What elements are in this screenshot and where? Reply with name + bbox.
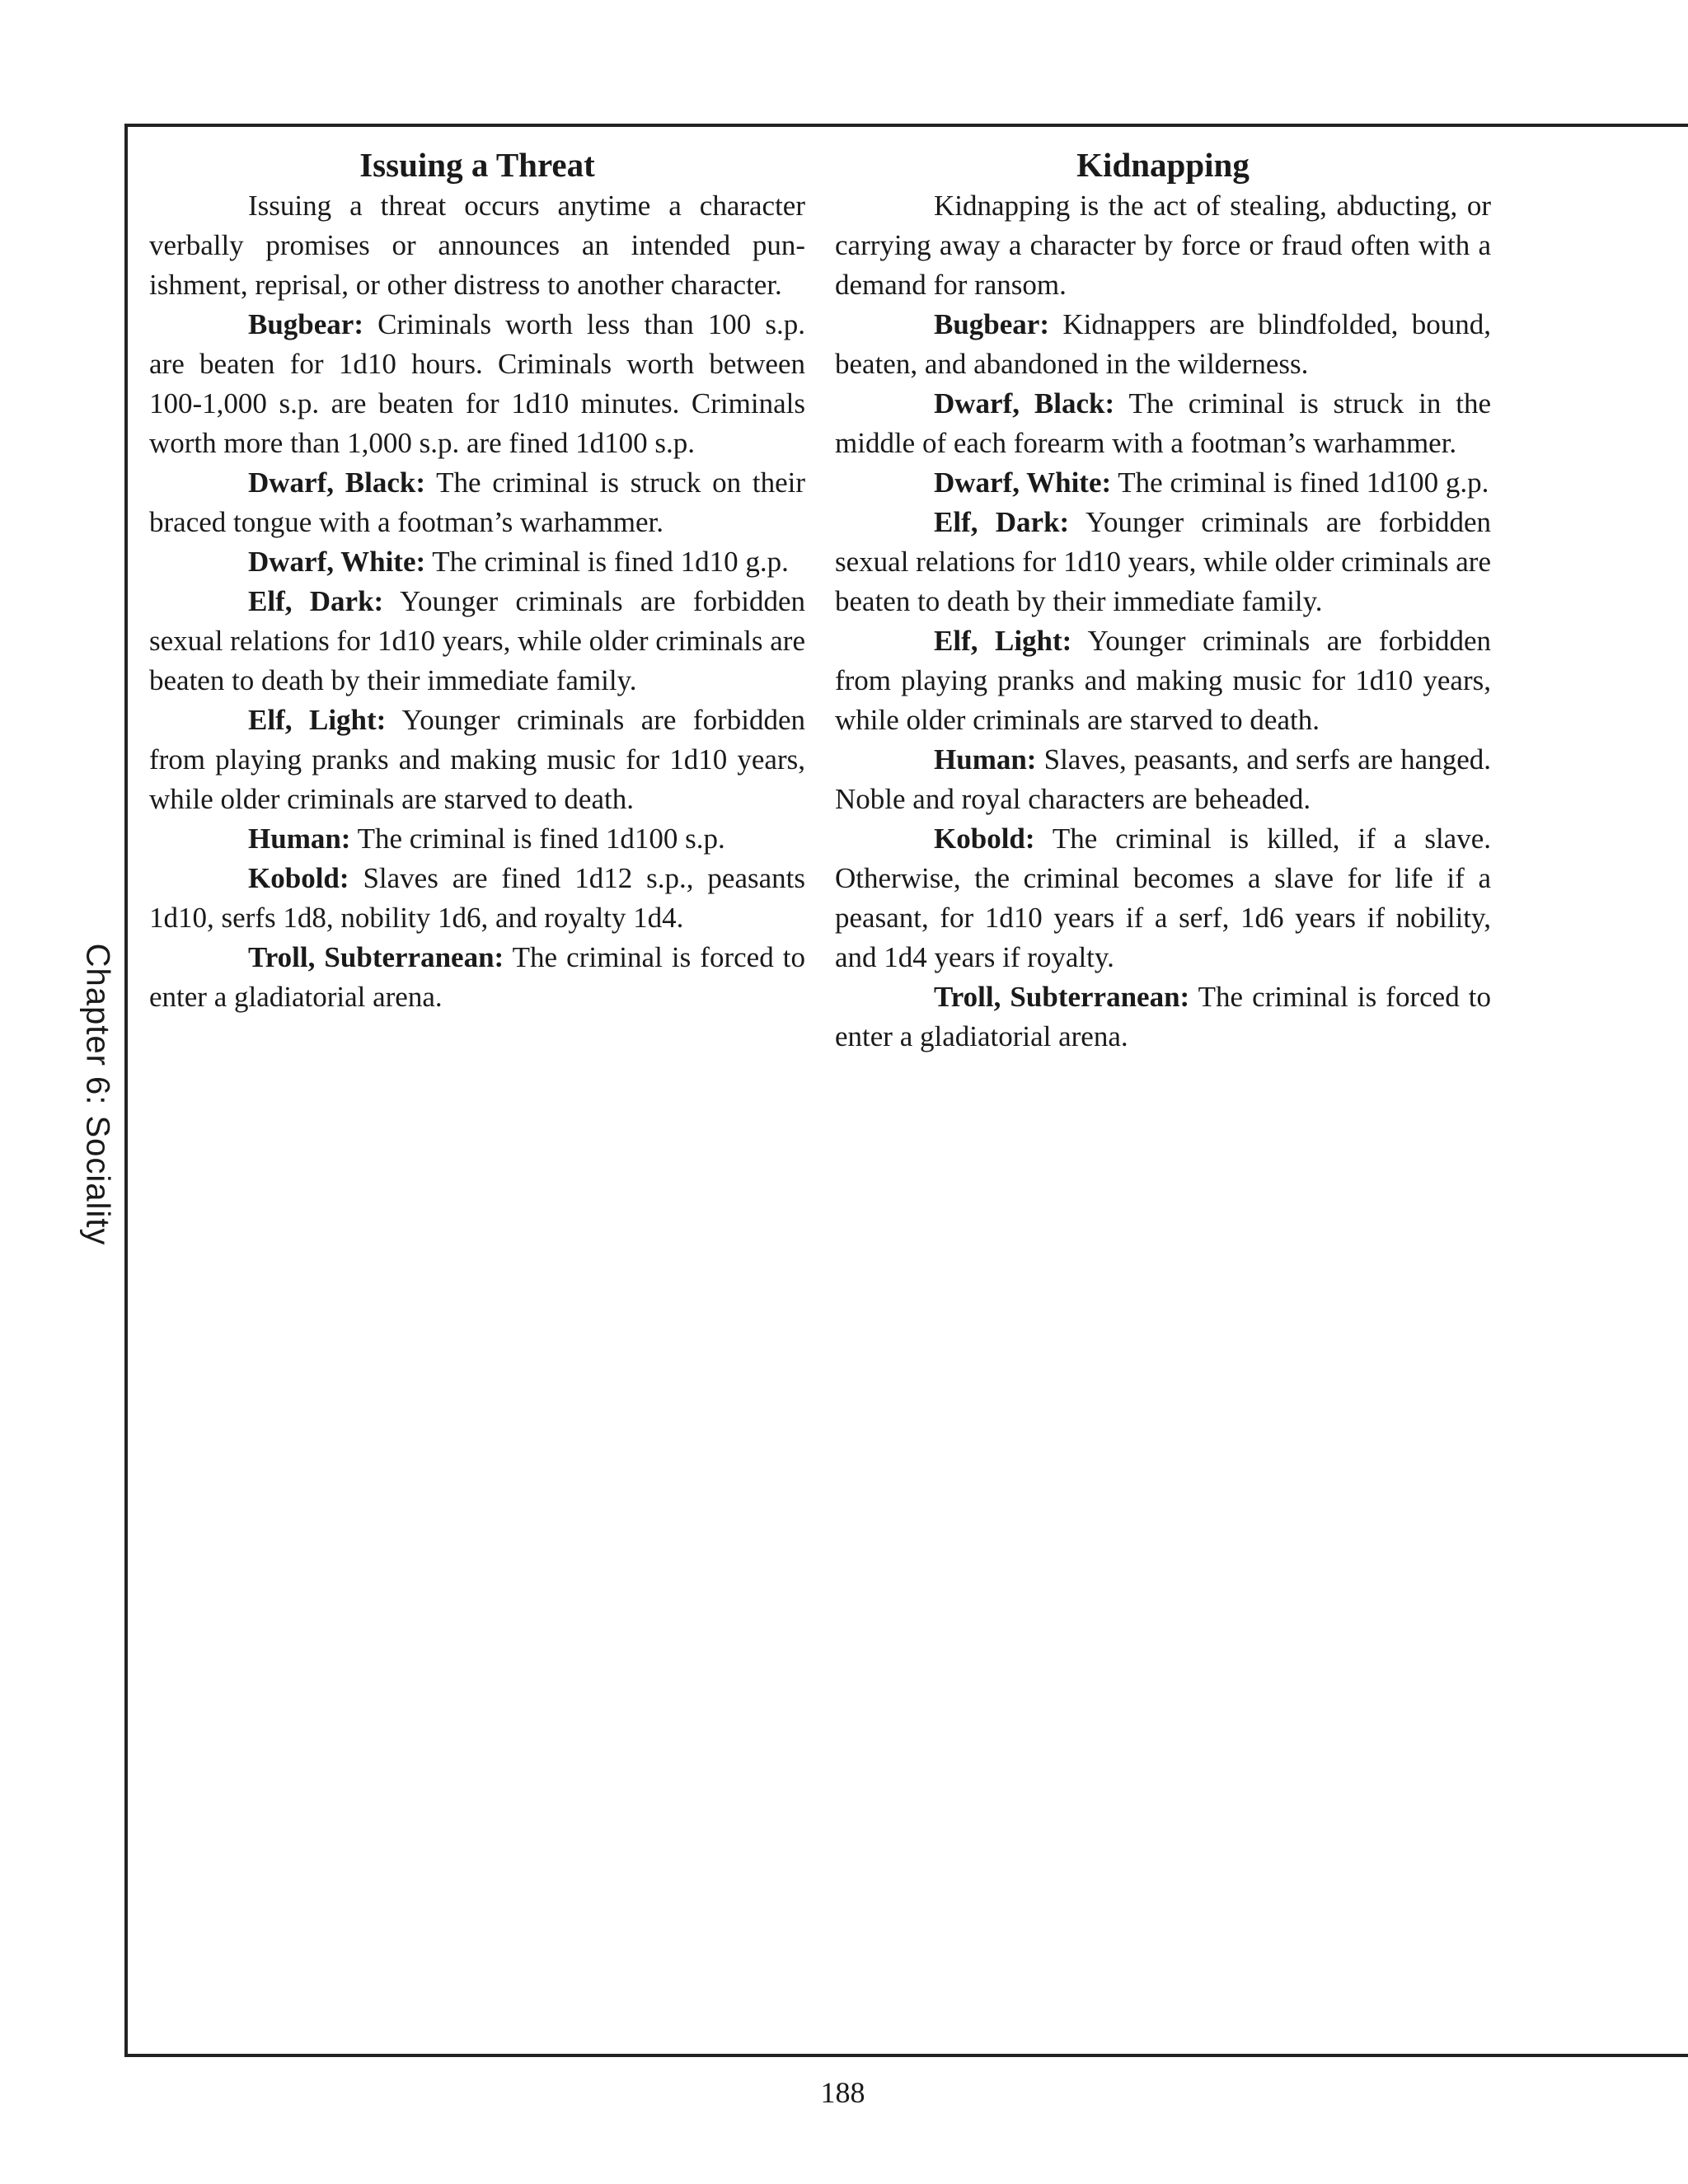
chapter-side-label: Chapter 6: Sociality xyxy=(79,943,116,1246)
entry-text: Younger criminals are forbidden from playing pranks and making music for 1d10 years, while older criminals are starved to death. xyxy=(149,704,806,815)
entry-term: Dwarf, White: xyxy=(248,546,426,578)
entry-text: The criminal is forced to enter a gladiatorial arena. xyxy=(149,941,805,1013)
entry-human xyxy=(835,740,1491,819)
section-heading-kidnapping: Kidnapping xyxy=(1076,146,1250,184)
entry-elf-dark xyxy=(835,503,1491,621)
intro-text: Issuing a threat occurs anytime a character verbally promises or announces an intended punishment, reprisal, or other distress to another character. xyxy=(149,190,805,301)
entry-term: Elf, Dark: xyxy=(248,585,384,617)
page-number-text: 188 xyxy=(820,2076,865,2109)
entry-text: Criminals worth less than 100 s.p. are beaten for 1d10 hours. Criminals worth between 100-1,000 s.p. are beaten for 1d10 minutes. Criminals worth more than 1,000 s.p. are fined 1d100 s.p. xyxy=(149,308,805,459)
entry-text: Younger criminals are forbidden from playing pranks and making music for 1d10 years, while older criminals are starved to death. xyxy=(835,625,1492,736)
entry-term: Kobold: xyxy=(248,862,349,894)
entry-term: Elf, Light: xyxy=(934,625,1072,657)
entry-text: The criminal is forced to enter a gladiatorial arena. xyxy=(835,981,1491,1052)
entry-text: Kidnappers are blindfolded, bound, beaten, and abandoned in the wilderness. xyxy=(835,308,1491,380)
entry-text: Younger criminals are forbidden sexual relations for 1d10 years, while older criminals are beaten to death by their immediate family. xyxy=(149,585,805,696)
entry-dwarf-white xyxy=(835,463,1491,503)
entry-term: Elf, Dark: xyxy=(934,506,1070,538)
entry-text: Slaves, peasants, and serfs are hanged. Noble and royal characters are beheaded. xyxy=(835,743,1491,815)
entry-dwarf-white xyxy=(149,542,805,582)
entry-troll-subterranean xyxy=(835,977,1491,1057)
entry-text: Younger criminals are forbidden sexual relations for 1d10 years, while older criminals are beaten to death by their immediate family. xyxy=(835,506,1491,617)
intro-paragraph xyxy=(835,186,1491,305)
page-number xyxy=(0,2075,1688,2110)
entry-text: The criminal is struck on their braced tongue with a footman’s warhammer. xyxy=(149,466,805,538)
entry-bugbear xyxy=(149,305,805,463)
entry-dwarf-black xyxy=(835,384,1491,463)
entry-text: The criminal is struck in the middle of each forearm with a footman’s warhammer. xyxy=(835,387,1492,459)
intro-text: Kidnapping is the act of stealing, abducting, or carrying away a character by force or fraud often with a demand for ransom. xyxy=(835,190,1491,301)
right-column xyxy=(835,143,1491,1057)
entry-term: Bugbear: xyxy=(248,308,363,340)
entry-kobold xyxy=(835,819,1491,977)
entry-term: Dwarf, White: xyxy=(934,466,1112,499)
entry-term: Troll, Subterranean: xyxy=(934,981,1190,1013)
entry-human xyxy=(149,819,805,859)
entry-term: Dwarf, Black: xyxy=(934,387,1115,419)
left-column xyxy=(149,143,805,1017)
entry-text: The criminal is fined 1d100 s.p. xyxy=(350,823,725,855)
entry-dwarf-black xyxy=(149,463,805,542)
section-heading-issuing-a-threat: Issuing a Threat xyxy=(359,146,595,184)
entry-text: The criminal is fined 1d10 g.p. xyxy=(425,546,789,578)
entry-bugbear xyxy=(835,305,1491,384)
entry-term: Human: xyxy=(248,823,351,855)
entry-term: Bugbear: xyxy=(934,308,1049,340)
entry-elf-light xyxy=(149,701,805,819)
entry-term: Troll, Subterranean: xyxy=(248,941,504,973)
intro-paragraph xyxy=(149,186,805,305)
entry-term: Elf, Light: xyxy=(248,704,387,736)
entry-elf-dark xyxy=(149,582,805,701)
entry-term: Dwarf, Black: xyxy=(248,466,425,499)
entry-text: Slaves are fined 1d12 s.p., peasants 1d10, serfs 1d8, nobility 1d6, and royalty 1d4. xyxy=(149,862,805,934)
entry-troll-subterranean xyxy=(149,938,805,1017)
entry-term: Kobold: xyxy=(934,823,1035,855)
entry-kobold xyxy=(149,859,805,938)
entry-term: Human: xyxy=(934,743,1037,776)
entry-text: The criminal is killed, if a slave. Otherwise, the criminal becomes a slave for life if a peasant, for 1d10 years if a serf, 1d6 years if nobility, and 1d4 years if royalty. xyxy=(835,823,1491,973)
entry-text: The criminal is fined 1d100 g.p. xyxy=(1111,466,1489,499)
entry-elf-light xyxy=(835,621,1491,740)
